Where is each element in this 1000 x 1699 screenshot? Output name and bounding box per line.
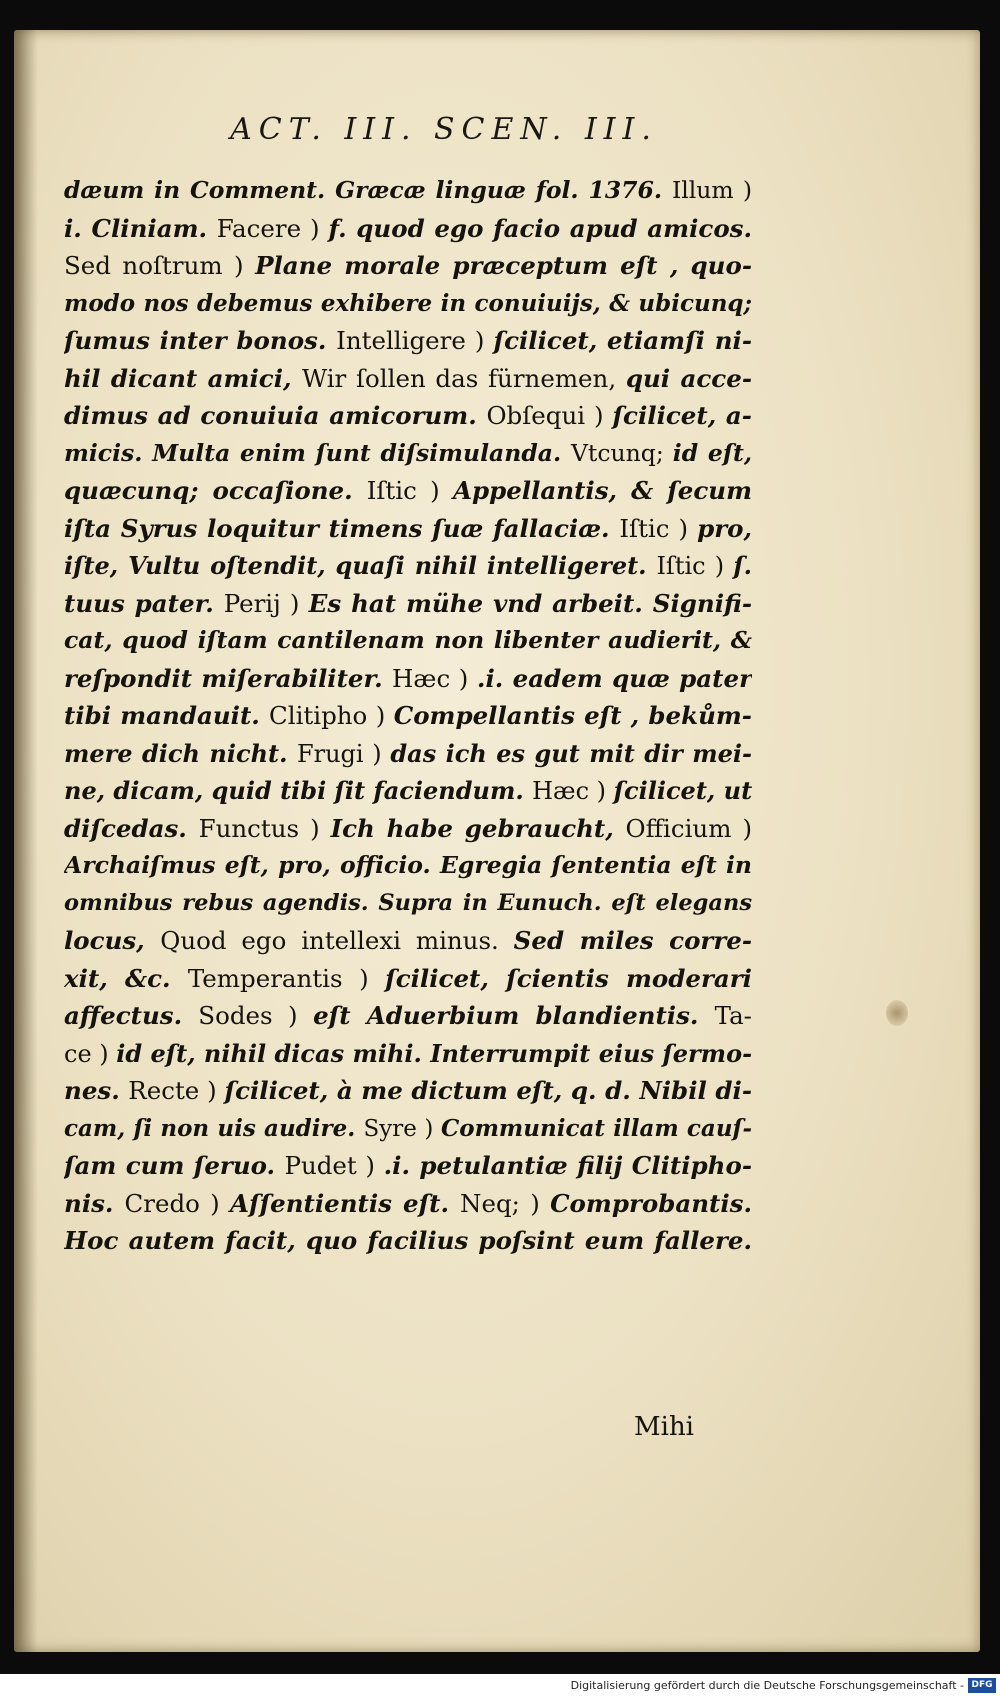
text-segment: tuus pater. (64, 588, 224, 618)
text-segment: ſam cum ſeruo. (64, 1151, 285, 1180)
catchword: Mihi (634, 1412, 694, 1442)
text-segment: cam, ſi non uis audire. (64, 1114, 364, 1142)
text-segment: Hæc ) (532, 777, 614, 805)
text-line (64, 1110, 752, 1148)
text-segment: quæcunq; occaſione. (64, 476, 367, 505)
text-segment: Hæc ) (392, 663, 477, 693)
text-segment: ſcilicet, a- (612, 401, 752, 430)
text-line (64, 397, 752, 435)
text-segment: Obſequi ) (486, 401, 613, 430)
text-segment: nis. (64, 1188, 125, 1218)
text-segment: diſcedas. (64, 813, 199, 843)
text-line (64, 360, 752, 398)
text-segment: Wir ſollen das fürnemen, (301, 363, 626, 393)
text-segment: locus, (64, 926, 161, 955)
text-segment: ſcilicet, etiamſi ni- (493, 326, 752, 355)
footer-credit: Digitalisierung gefördert durch die Deutsche Forschungsgemeinschaft - (570, 1679, 964, 1692)
text-line (64, 960, 752, 998)
text-segment: iſta Syrus loquitur timens ſuæ fallaciæ. (64, 513, 620, 543)
text-segment: Hoc autem facit, quo facilius poſsint eum fallere. (64, 1226, 752, 1255)
text-segment: ſcilicet, à me dictum eſt, q. d. Nibil di- (224, 1076, 752, 1105)
text-segment: omnibus rebus agendis. Supra in Eunuch. eſt elegans (64, 889, 752, 916)
text-line (64, 435, 752, 473)
text-segment: pro, (697, 513, 752, 543)
text-line (64, 885, 752, 923)
text-segment: affectus. (64, 1001, 199, 1030)
text-segment: Sed miles corre- (513, 926, 752, 955)
text-line (64, 997, 752, 1035)
text-line (64, 622, 752, 660)
text-segment: ſ. (733, 551, 752, 580)
text-segment: xit, &c. (64, 963, 188, 993)
text-segment: Compellantis eſt , bekům- (393, 701, 752, 730)
text-segment: Plane morale præceptum eſt , quo- (255, 251, 752, 280)
text-segment: dæum in Comment. Græcæ linguæ fol. 1376. (64, 176, 672, 204)
running-head: ACT. III. SCEN. III. (230, 112, 658, 147)
text-segment: Ta- (714, 1001, 752, 1030)
text-segment: Ich habe gebraucht, (330, 813, 626, 843)
text-segment: Vtcunq; (570, 438, 673, 467)
text-segment: reſpondit miſerabiliter. (64, 663, 393, 693)
text-line (64, 810, 752, 848)
text-line (64, 735, 752, 773)
text-segment: Recte ) (128, 1076, 225, 1105)
text-segment: ſumus inter bonos. (64, 326, 337, 355)
text-segment: ſcilicet, ſcientis moderari (385, 963, 752, 993)
text-line (64, 247, 752, 285)
text-segment: micis. Multa enim ſunt diſsimulanda. (64, 438, 571, 467)
text-segment: Communicat illam cauſ- (440, 1114, 752, 1142)
text-segment: Officium ) (625, 813, 752, 843)
digitization-footer (0, 1674, 1000, 1699)
text-segment: tibi mandauit. (64, 701, 269, 730)
text-line (64, 1072, 752, 1110)
text-segment: .i. eadem quæ pater (476, 663, 752, 693)
text-segment: Aſſentientis eſt. (230, 1188, 461, 1218)
text-segment: Credo ) (124, 1188, 231, 1218)
text-segment: ce ) (64, 1039, 117, 1068)
text-segment: Pudet ) (284, 1151, 384, 1180)
text-segment: Intelligere ) (336, 326, 494, 355)
text-segment: Perij ) (223, 588, 309, 618)
gutter-shadow (14, 30, 38, 1652)
text-segment: cat, quod iſtam cantilenam non libenter audierit, & (64, 626, 752, 654)
text-line (64, 697, 752, 735)
text-line (64, 847, 752, 885)
text-segment: Sed noſtrum ) (64, 251, 256, 280)
text-line (64, 585, 752, 623)
text-segment: Iſtic ) (656, 552, 734, 580)
text-segment: .i. petulantiæ filij Clitipho- (383, 1151, 752, 1180)
text-line (64, 322, 752, 360)
text-line (64, 1185, 752, 1223)
text-segment: Iſtic ) (619, 513, 698, 543)
text-segment: id eſt, (672, 438, 752, 467)
text-segment: f. quod ego facio apud amicos. (328, 213, 752, 243)
text-line (64, 772, 752, 810)
paper-stain (886, 1000, 908, 1026)
text-line (64, 472, 752, 510)
text-segment: dimus ad conuiuia amicorum. (64, 401, 487, 430)
text-segment: mere dich nicht. (64, 738, 297, 768)
text-segment: Appellantis, & ſecum (452, 476, 752, 505)
text-segment: Illum ) (671, 176, 752, 204)
text-line (64, 922, 752, 960)
text-segment: Temperantis ) (187, 963, 386, 993)
text-segment: qui acce- (625, 363, 752, 393)
text-segment: i. Cliniam. (64, 213, 217, 243)
text-line (64, 660, 752, 698)
text-segment: Iſtic ) (366, 476, 453, 505)
text-segment: Es hat mühe vnd arbeit. Signifi- (308, 588, 752, 618)
text-segment: nes. (64, 1076, 129, 1105)
text-segment: Clitipho ) (268, 701, 394, 730)
text-segment: Quod ego intellexi minus. (160, 926, 514, 955)
text-line (64, 1035, 752, 1073)
text-line (64, 172, 752, 210)
text-line (64, 210, 752, 248)
text-segment: eſt Aduerbium blandientis. (313, 1001, 715, 1030)
text-segment: Functus ) (198, 813, 331, 843)
text-segment: Neq; ) (460, 1188, 551, 1218)
text-segment: Frugi ) (296, 739, 391, 768)
dfg-logo: DFG (968, 1678, 996, 1693)
text-line (64, 1222, 752, 1260)
text-segment: iſte, Vultu oſtendit, quaſi nihil intelligeret. (64, 551, 657, 580)
text-segment: ne, dicam, quid tibi ſit faciendum. (64, 776, 533, 805)
text-segment: das ich es gut mit dir mei- (390, 738, 752, 768)
text-segment: hil dicant amici, (64, 363, 302, 393)
text-segment: ſcilicet, ut (613, 776, 752, 805)
text-line (64, 547, 752, 585)
text-segment: Archaiſmus eſt, pro, officio. Egregia ſententia eſt in (64, 851, 752, 879)
text-segment: Sodes ) (198, 1001, 314, 1030)
text-line (64, 285, 752, 323)
text-line (64, 1147, 752, 1185)
text-line (64, 510, 752, 548)
text-segment: Facere ) (216, 213, 329, 243)
book-page (14, 30, 980, 1652)
text-segment: id eſt, nihil dicas mihi. Interrumpit eius ſermo- (116, 1038, 752, 1068)
commentary-text-block (64, 172, 752, 1260)
text-segment: Syre ) (363, 1115, 441, 1142)
text-segment: Comprobantis. (550, 1188, 752, 1218)
text-segment: modo nos debemus exhibere in conuiuijs, & ubicunq; (64, 289, 752, 317)
